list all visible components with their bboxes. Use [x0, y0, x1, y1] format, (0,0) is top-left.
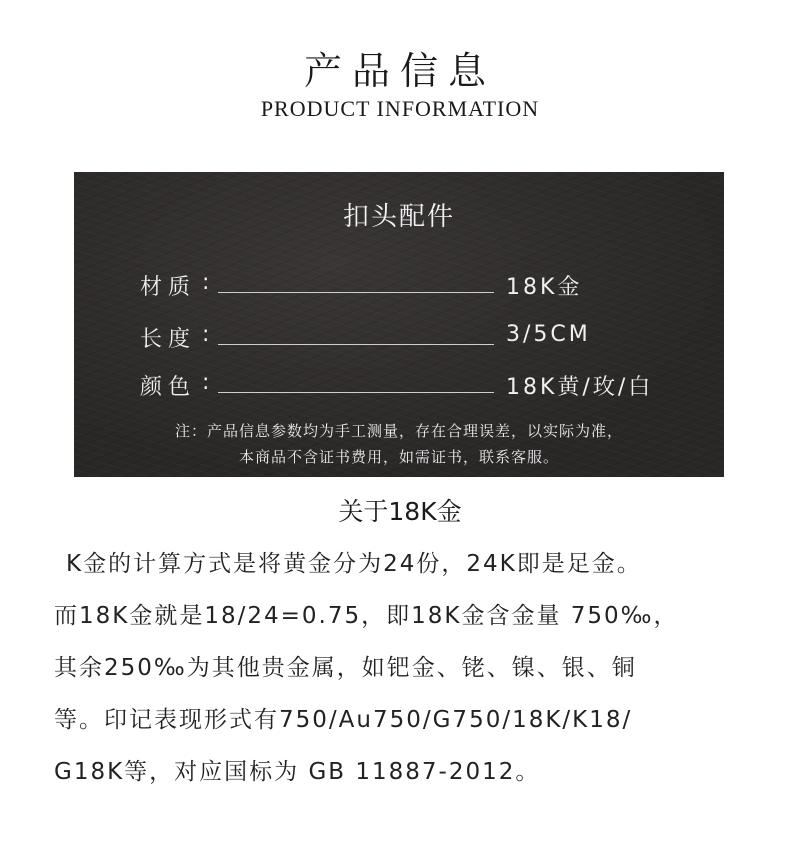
spec-colon: : [202, 370, 210, 395]
spec-divider-line [218, 392, 494, 393]
paragraph-line: K金的计算方式是将黄金分为24份，24K即是足金。 [66, 551, 642, 577]
paragraph-line: G18K等，对应国标为 GB 11887-2012。 [54, 759, 541, 785]
page-subtitle: PRODUCT INFORMATION [260, 96, 540, 121]
spec-divider-line [218, 292, 494, 293]
page-title: 产品信息 [303, 49, 496, 93]
paragraph-line: 而18K金就是18/24=0.75，即18K金含金量 750‰， [54, 603, 679, 629]
spec-divider-line [218, 344, 494, 345]
about-paragraph [54, 542, 754, 802]
spec-value: 18K金 [506, 275, 583, 300]
note-line: 注：产品信息参数均为手工测量，存在合理误差，以实际为准， [174, 422, 623, 440]
spec-row-color [140, 370, 700, 400]
spec-value: 3/5CM [506, 322, 591, 347]
spec-colon: : [202, 322, 210, 347]
spec-label: 颜色 [140, 375, 197, 400]
spec-row-length [140, 322, 700, 352]
spec-value: 18K黄/玫/白 [506, 375, 654, 400]
panel-title: 扣头配件 [342, 202, 455, 232]
panel-note [74, 418, 724, 470]
about-title: 关于18K金 [338, 497, 462, 526]
spec-label: 长度 [140, 327, 197, 352]
paragraph-line: 其余250‰为其他贵金属，如钯金、铑、镍、银、铜 [54, 655, 637, 681]
spec-panel [74, 172, 724, 477]
paragraph-line: 等。印记表现形式有750/Au750/G750/18K/K18/ [54, 707, 633, 733]
spec-colon: : [202, 270, 210, 295]
spec-label: 材质 [140, 275, 197, 300]
spec-row-material [140, 270, 700, 300]
note-line: 本商品不含证书费用，如需证书，联系客服。 [238, 448, 559, 466]
